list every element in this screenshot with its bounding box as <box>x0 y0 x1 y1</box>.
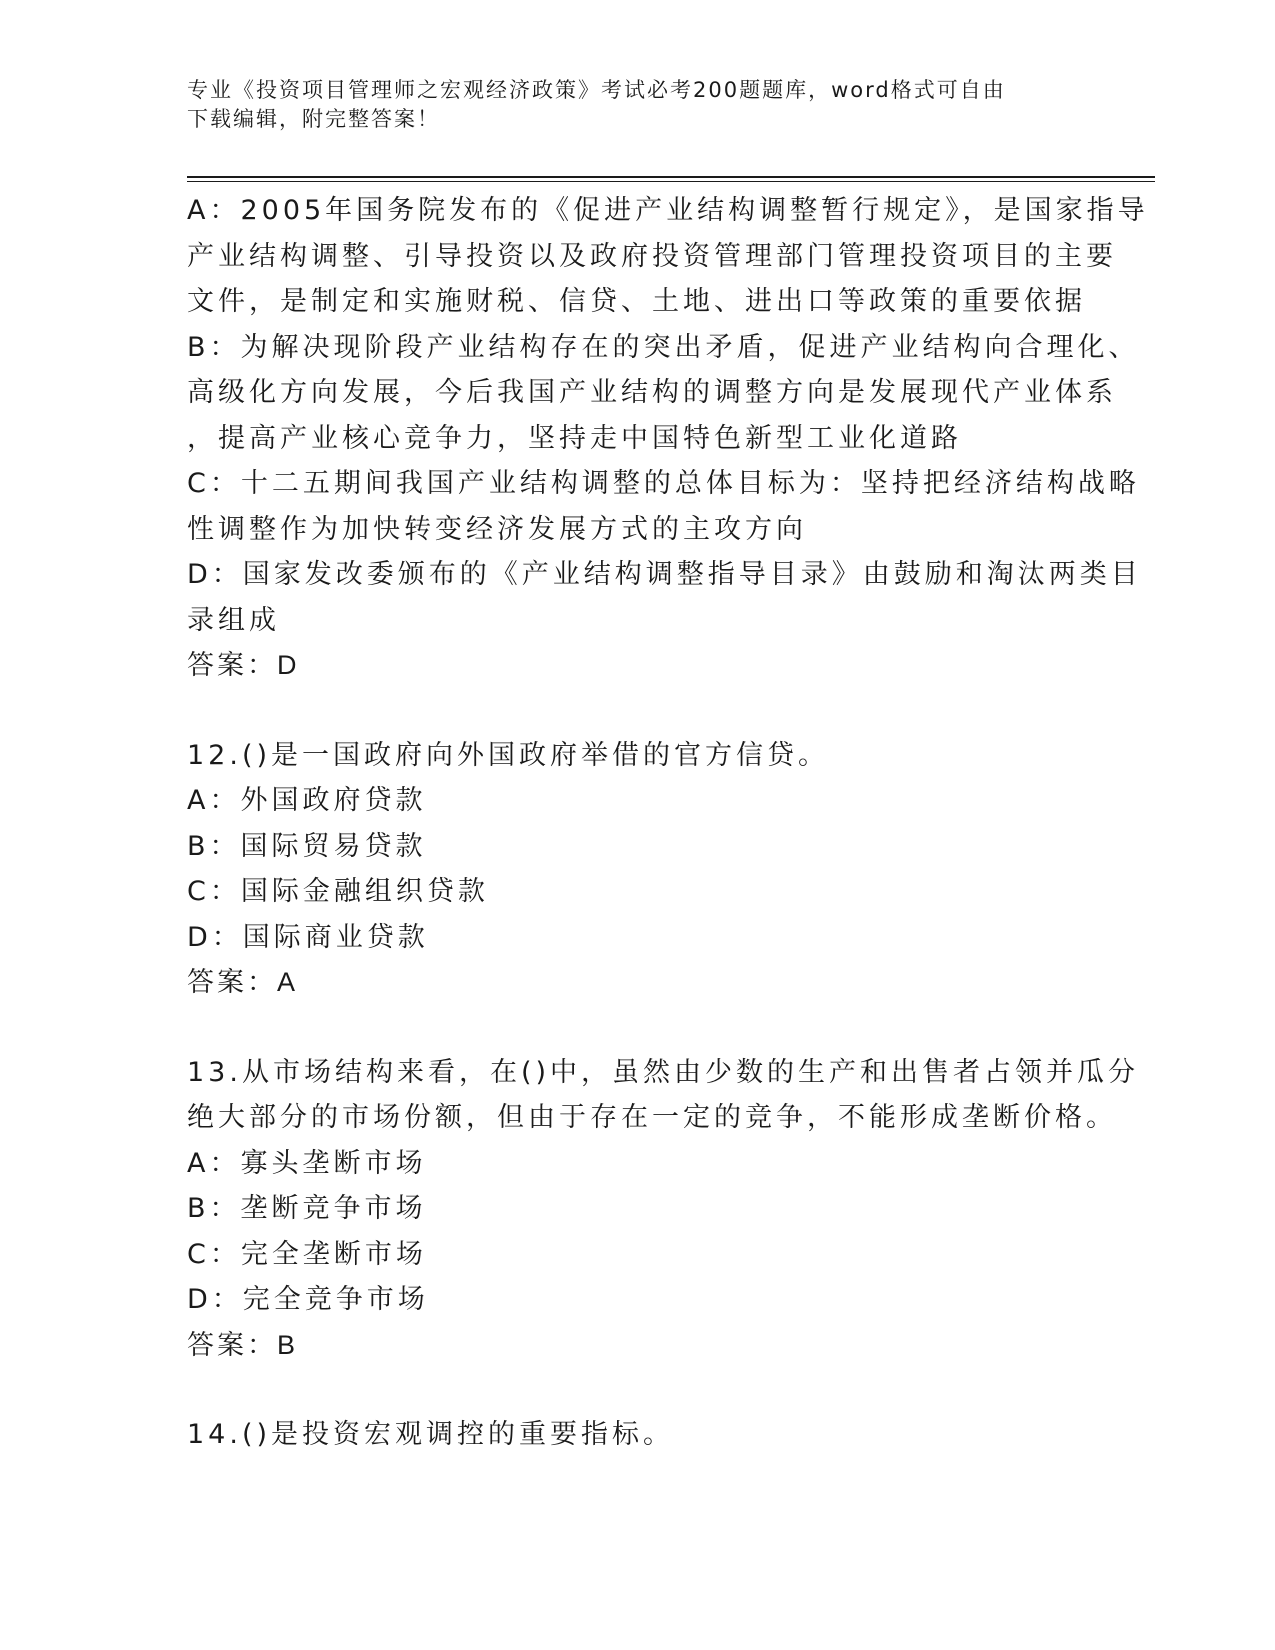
option-b-line: ，提高产业核心竞争力，坚持走中国特色新型工业化道路 <box>187 422 962 454</box>
option-a-line: A：2005年国务院发布的《促进产业结构调整暂行规定》，是国家指导 <box>187 195 1149 226</box>
header-line-1: 专业《投资项目管理师之宏观经济政策》考试必考200题题库，word格式可自由 <box>187 78 1006 102</box>
option-a-line: 产业结构调整、引导投资以及政府投资管理部门管理投资项目的主要 <box>187 240 1117 272</box>
option-c-line: C：十二五期间我国产业结构调整的总体目标为：坚持把经济结构战略 <box>187 468 1140 499</box>
header-rule-thin <box>187 181 1155 182</box>
option-a: A：外国政府贷款 <box>187 785 427 816</box>
option-c-line: 性调整作为加快转变经济发展方式的主攻方向 <box>187 513 807 545</box>
option-d-line: 录组成 <box>187 604 280 636</box>
option-b: B：国际贸易贷款 <box>187 830 427 862</box>
question-11 <box>187 188 1149 689</box>
question-spacer <box>187 1006 1087 1050</box>
option-a: A：寡头垄断市场 <box>187 1147 427 1179</box>
document-header <box>187 76 1067 134</box>
answer-label: 答案：D <box>187 650 300 680</box>
question-list <box>187 188 1149 1458</box>
option-b: B：垄断竞争市场 <box>187 1193 427 1224</box>
header-line-2: 下载编辑，附完整答案！ <box>187 107 440 131</box>
question-stem: 13.从市场结构来看，在()中，虽然由少数的生产和出售者占领并瓜分 <box>187 1056 1140 1088</box>
option-d: D：国际商业贷款 <box>187 921 429 953</box>
option-d: D：完全竞争市场 <box>187 1284 429 1315</box>
answer-label: 答案：A <box>187 967 299 997</box>
header-rule-thick <box>187 176 1155 178</box>
question-spacer <box>187 1368 1087 1412</box>
option-d-line: D：国家发改委颁布的《产业结构调整指导目录》由鼓励和淘汰两类目 <box>187 559 1142 590</box>
question-stem: 绝大部分的市场份额，但由于存在一定的竞争，不能形成垄断价格。 <box>187 1102 1117 1133</box>
question-stem: 12.()是一国政府向外国政府举借的官方信贷。 <box>187 739 830 771</box>
question-spacer <box>187 689 1087 733</box>
question-12 <box>187 733 1087 1006</box>
question-stem: 14.()是投资宏观调控的重要指标。 <box>187 1419 675 1450</box>
option-b-line: 高级化方向发展，今后我国产业结构的调整方向是发展现代产业体系 <box>187 377 1117 408</box>
option-c: C：国际金融组织贷款 <box>187 876 489 907</box>
answer-label: 答案：B <box>187 1329 299 1360</box>
option-b-line: B：为解决现阶段产业结构存在的突出矛盾，促进产业结构向合理化、 <box>187 331 1140 363</box>
option-a-line: 文件，是制定和实施财税、信贷、土地、进出口等政策的重要依据 <box>187 286 1086 317</box>
option-c: C：完全垄断市场 <box>187 1238 427 1270</box>
question-13 <box>187 1050 1140 1369</box>
question-14 <box>187 1412 1087 1458</box>
